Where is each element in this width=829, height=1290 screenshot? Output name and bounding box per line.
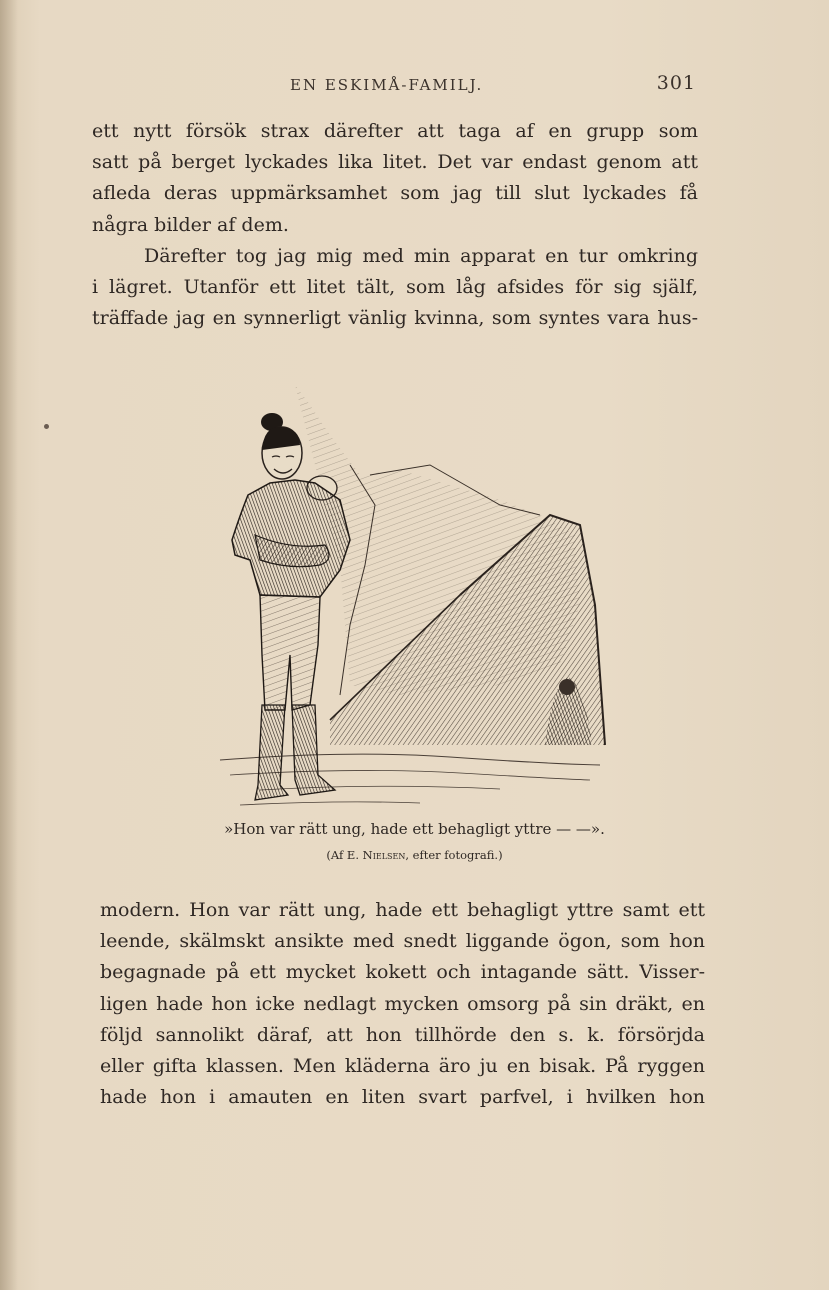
paragraph-top — [92, 116, 698, 334]
figure-credit — [92, 848, 737, 862]
text-line: hade hon i amauten en liten svart parfvel, i hvilken hon — [100, 1086, 705, 1109]
text-line: träffade jag en synnerligt vänlig kvinna, som syntes vara hus- — [92, 307, 698, 330]
page-header — [92, 72, 698, 102]
paragraph-bottom — [100, 895, 705, 1113]
text-line: eller gifta klassen. Men kläderna äro ju en bisak. På ryggen — [100, 1054, 705, 1077]
credit-prefix: (Af E. — [326, 848, 363, 862]
text-line: ligen hade hon icke nedlagt mycken omsorg på sin dräkt, en — [100, 992, 705, 1015]
text-line: följd sannolikt däraf, att hon tillhörde den s. k. försörjda — [100, 1023, 705, 1046]
illustration-eskimo-woman-and-tent — [200, 365, 610, 820]
text-line: ett nytt försök strax därefter att taga af en grupp som — [92, 120, 698, 142]
text-line: i lägret. Utanför ett litet tält, som låg afsides för sig själf, — [92, 275, 698, 298]
text-line: begagnade på ett mycket kokett och intagande sätt. Visser- — [100, 961, 705, 984]
credit-suffix: , efter fotografi.) — [405, 848, 503, 862]
text-line: afleda deras uppmärksamhet som jag till slut lyckades få — [92, 182, 698, 205]
page-number: 301 — [656, 72, 696, 94]
text-line: leende, skälmskt ansikte med snedt liggande ögon, som hon — [100, 930, 705, 953]
running-title: EN ESKIMÅ-FAMILJ. — [290, 76, 484, 94]
text-line: modern. Hon var rätt ung, hade ett behagligt yttre samt ett — [100, 899, 705, 921]
credit-artist-name: Nielsen — [362, 848, 406, 862]
text-line: satt på berget lyckades lika litet. Det var endast genom att — [92, 151, 698, 174]
text-line: några bilder af dem. — [92, 213, 289, 236]
page-gutter-shadow — [0, 0, 18, 1290]
figure-caption: »Hon var rätt ung, hade ett behagligt yttre — —». — [224, 820, 605, 838]
text-line: Därefter tog jag mig med min apparat en tur omkring — [144, 244, 698, 267]
paper-speck — [44, 424, 49, 429]
